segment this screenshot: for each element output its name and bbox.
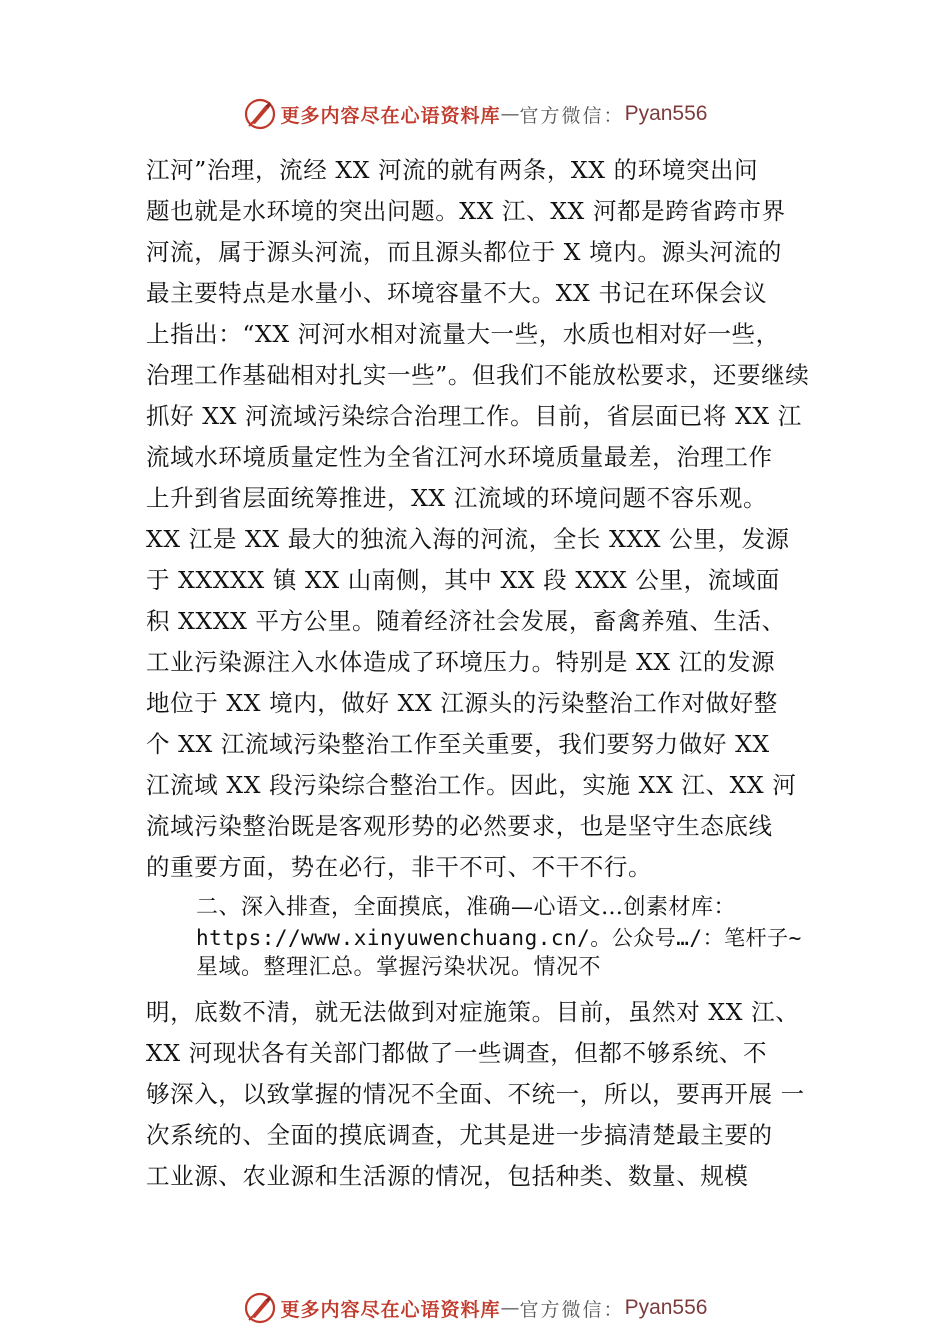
- body-line: 个 XX 江流域污染整治工作至关重要，我们要努力做好 XX: [146, 730, 770, 758]
- official-wechat-label: 官方微信：: [519, 104, 625, 127]
- body-line: XX 江是 XX 最大的独流入海的河流，全长 XXX 公里，发源: [146, 525, 790, 553]
- body-line: 的重要方面，势在必行，非干不可、不干不行。: [146, 853, 653, 881]
- body-line: 工业污染源注入水体造成了环境压力。特别是 XX 江的发源: [146, 648, 776, 676]
- body-line: 治理工作基础相对扎实一些”。但我们不能放松要求，还要继续: [146, 361, 810, 389]
- footer-banner: [0, 1286, 950, 1330]
- source-url-line: https://www.xinyuwenchuang.cn/。公众号…/：笔杆子~: [196, 926, 802, 950]
- body-line: 最主要特点是水量小、环境容量不大。XX 书记在环保会议: [146, 279, 768, 307]
- body-line: 工业源、农业源和生活源的情况，包括种类、数量、规模: [146, 1162, 749, 1190]
- body-text-block-2: [146, 992, 836, 1197]
- banner-separator: —: [500, 103, 520, 125]
- body-line: 流域污染整治既是客观形势的必然要求，也是坚守生态底线: [146, 812, 773, 840]
- body-line: 上指出：“XX 河河水相对流量大一些，水质也相对好一些，: [146, 320, 780, 348]
- banner-separator: —: [500, 1297, 520, 1319]
- body-text-block-1: [146, 150, 836, 888]
- body-line: 题也就是水环境的突出问题。XX 江、XX 河都是跨省跨市界: [146, 197, 786, 225]
- wechat-id: Pyan556: [624, 102, 708, 125]
- body-line: 地位于 XX 境内，做好 XX 江源头的污染整治工作对做好整: [146, 689, 778, 717]
- body-line: 积 XXXX 平方公里。随着经济社会发展，畜禽养殖、生活、: [146, 607, 786, 635]
- section-heading: [196, 893, 856, 983]
- body-line: XX 河现状各有关部门都做了一些调查，但都不够系统、不: [146, 1039, 768, 1067]
- body-line: 上升到省层面统筹推进，XX 江流域的环境问题不容乐观。: [146, 484, 768, 512]
- body-line: 江河”治理，流经 XX 河流的就有两条，XX 的环境突出问: [146, 156, 759, 184]
- library-brand-text: 更多内容尽在心语资料库: [280, 1298, 501, 1321]
- pen-feather-logo-icon: [243, 1291, 277, 1325]
- wechat-id: Pyan556: [624, 1296, 708, 1319]
- body-line: 江流域 XX 段污染综合整治工作。因此，实施 XX 江、XX 河: [146, 771, 797, 799]
- body-line: 流域水环境质量定性为全省江河水环境质量最差，治理工作: [146, 443, 773, 471]
- body-line: 够深入，以致掌握的情况不全面、不统一，所以，要再开展 一: [146, 1080, 805, 1108]
- body-line: 河流，属于源头河流，而且源头都位于 X 境内。源头河流的: [146, 238, 782, 266]
- section-heading-line: 星域。整理汇总。掌握污染状况。情况不: [196, 955, 602, 980]
- official-wechat-label: 官方微信：: [519, 1298, 625, 1321]
- body-line: 次系统的、全面的摸底调查，尤其是进一步搞清楚最主要的: [146, 1121, 773, 1149]
- body-line: 抓好 XX 河流域污染综合治理工作。目前，省层面已将 XX 江: [146, 402, 802, 430]
- section-heading-line: 二、深入排查，全面摸底，准确—心语文…创素材库：: [196, 895, 737, 920]
- body-line: 明，底数不清，就无法做到对症施策。目前，虽然对 XX 江、: [146, 998, 800, 1026]
- header-banner: [0, 92, 950, 136]
- pen-feather-logo-icon: [243, 97, 277, 131]
- library-brand-text: 更多内容尽在心语资料库: [280, 104, 501, 127]
- body-line: 于 XXXXX 镇 XX 山南侧，其中 XX 段 XXX 公里，流域面: [146, 566, 781, 594]
